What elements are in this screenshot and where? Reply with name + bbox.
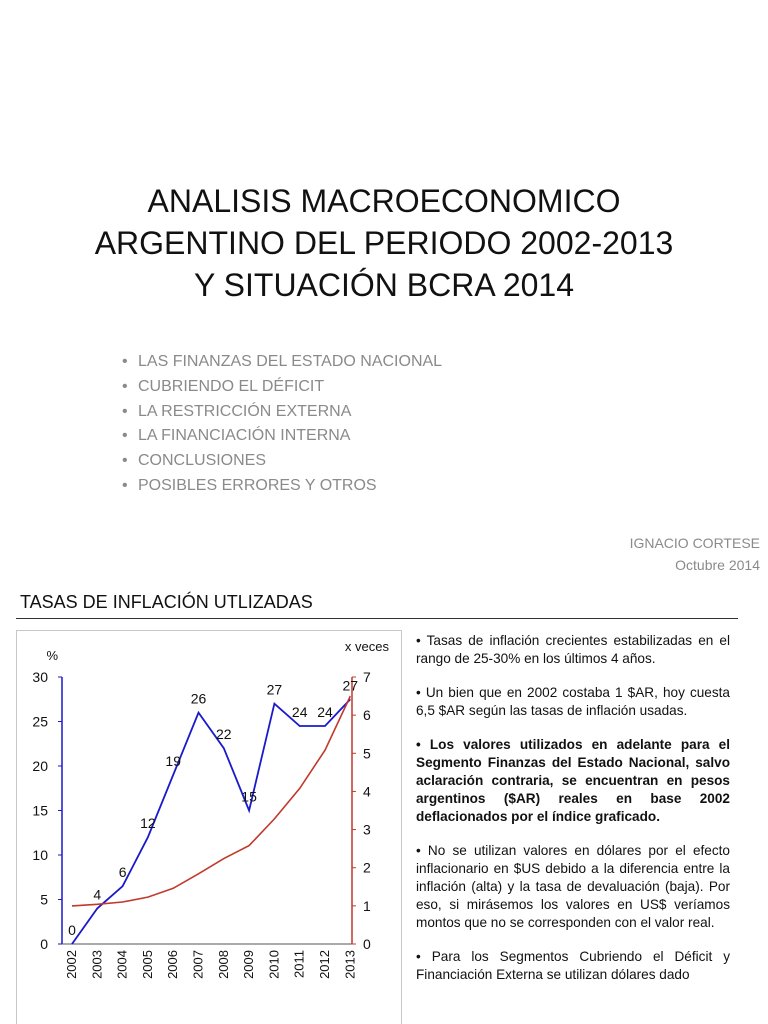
data-label: 12 <box>140 815 156 832</box>
agenda-item <box>122 474 442 499</box>
bullet-icon: • <box>122 402 128 420</box>
author-name: IGNACIO CORTESE <box>629 535 760 551</box>
agenda-item <box>122 400 442 425</box>
bullet-icon: • <box>122 452 128 470</box>
agenda-item-label: POSIBLES ERRORES Y OTROS <box>138 476 377 494</box>
agenda-item-label: LA RESTRICCIÓN EXTERNA <box>138 402 352 420</box>
x-axis-tick-label: 2004 <box>114 950 130 979</box>
left-axis-tick-label: 5 <box>40 891 48 908</box>
data-label: 6 <box>118 864 127 881</box>
bullet-icon: • <box>122 427 128 445</box>
presentation-title <box>0 180 768 306</box>
inflation-chart <box>16 630 402 1024</box>
author-date: Octubre 2014 <box>675 557 760 573</box>
x-axis-tick-label: 2012 <box>317 950 332 979</box>
agenda-list <box>122 350 442 499</box>
agenda-item <box>122 350 442 375</box>
section-title: TASAS DE INFLACIÓN UTLIZADAS <box>20 592 313 612</box>
bullet-icon: • <box>122 377 128 395</box>
title-line-3: Y SITUACIÓN BCRA 2014 <box>194 267 574 303</box>
x-axis-tick-label: 2009 <box>241 950 257 979</box>
right-axis-tick-label: 0 <box>363 936 371 952</box>
notes-panel <box>416 632 730 1000</box>
data-label: 22 <box>216 726 232 743</box>
data-label: 26 <box>190 690 207 707</box>
data-label: 27 <box>266 681 283 698</box>
x-axis-tick-label: 2005 <box>139 950 155 979</box>
agenda-item-label: CUBRIENDO EL DÉFICIT <box>138 377 325 395</box>
left-axis-tick-label: 15 <box>32 802 48 819</box>
note-paragraph: • Tasas de inflación crecientes estabilizadas en el rango de 25-30% en los últimos 4 años. <box>416 633 730 666</box>
data-label: 19 <box>165 752 181 769</box>
agenda-item-label: LAS FINANZAS DEL ESTADO NACIONAL <box>138 353 443 370</box>
left-axis-tick-label: 30 <box>32 669 48 685</box>
agenda-item <box>122 424 442 449</box>
note-paragraph-bold: • Los valores utilizados en adelante para el Segmento Finanzas del Estado Nacional, salvo aclaración contraria, se encuentran en pesos argentinos ($AR) reales en base 2002 deflacionados por el índice graficado. <box>416 737 730 824</box>
left-axis-label: % <box>46 648 58 663</box>
right-axis-label: x veces <box>344 639 389 654</box>
data-label: 24 <box>317 703 333 720</box>
x-axis-tick-label: 2010 <box>266 950 282 979</box>
x-axis-tick-label: 2008 <box>215 950 231 979</box>
cumulative-index-line <box>72 696 350 906</box>
left-axis-tick-label: 0 <box>40 936 48 952</box>
right-axis-tick-label: 1 <box>363 897 371 914</box>
author-block <box>630 532 760 576</box>
x-axis-tick-label: 2013 <box>342 950 358 979</box>
right-axis-tick-label: 6 <box>363 707 371 724</box>
data-label: 0 <box>68 922 76 938</box>
right-axis-tick-label: 5 <box>363 745 371 762</box>
x-axis-tick-label: 2007 <box>190 950 206 979</box>
agenda-item-label: CONCLUSIONES <box>138 452 267 470</box>
right-axis-tick-label: 3 <box>363 821 371 838</box>
title-line-2: ARGENTINO DEL PERIODO 2002-2013 <box>94 225 674 261</box>
data-label: 4 <box>93 886 102 903</box>
section-divider <box>16 618 738 619</box>
x-axis-tick-label: 2006 <box>165 950 181 979</box>
agenda-item <box>122 449 442 474</box>
left-axis-tick-label: 10 <box>32 847 48 863</box>
data-label: 27 <box>342 677 359 694</box>
note-paragraph: • Para los Segmentos Cubriendo el Déficit y Financiación Externa se utilizan dólares dado <box>416 949 730 982</box>
right-axis-tick-label: 2 <box>363 859 371 876</box>
inflation-chart-svg <box>17 631 402 1024</box>
title-line-1: ANALISIS MACROECONOMICO <box>147 183 621 219</box>
bullet-icon: • <box>122 353 128 370</box>
note-paragraph: • Un bien que en 2002 costaba 1 $AR, hoy cuesta 6,5 $AR según las tasas de inflación usadas. <box>416 685 730 718</box>
agenda-item <box>122 375 442 400</box>
right-axis-tick-label: 7 <box>363 669 371 685</box>
x-axis-tick-label: 2003 <box>89 950 105 979</box>
right-axis-tick-label: 4 <box>363 783 371 800</box>
left-axis-tick-label: 25 <box>32 713 48 730</box>
agenda-item-label: LA FINANCIACIÓN INTERNA <box>138 427 351 445</box>
x-axis-tick-label: 2002 <box>64 950 79 979</box>
data-label: 15 <box>241 788 257 805</box>
data-label: 24 <box>291 703 308 720</box>
left-axis-tick-label: 20 <box>32 758 48 774</box>
inflation-rate-line <box>72 699 350 944</box>
note-paragraph: • No se utilizan valores en dólares por el efecto inflacionario en $US debido a la diferencia entre la inflación (alta) y la tasa de devaluación (baja). Por eso, si mirásemos los valores en US$ veríamos montos que no se corresponden con el valor real. <box>416 843 730 930</box>
bullet-icon: • <box>122 476 128 494</box>
x-axis-tick-label: 2011 <box>291 950 307 978</box>
